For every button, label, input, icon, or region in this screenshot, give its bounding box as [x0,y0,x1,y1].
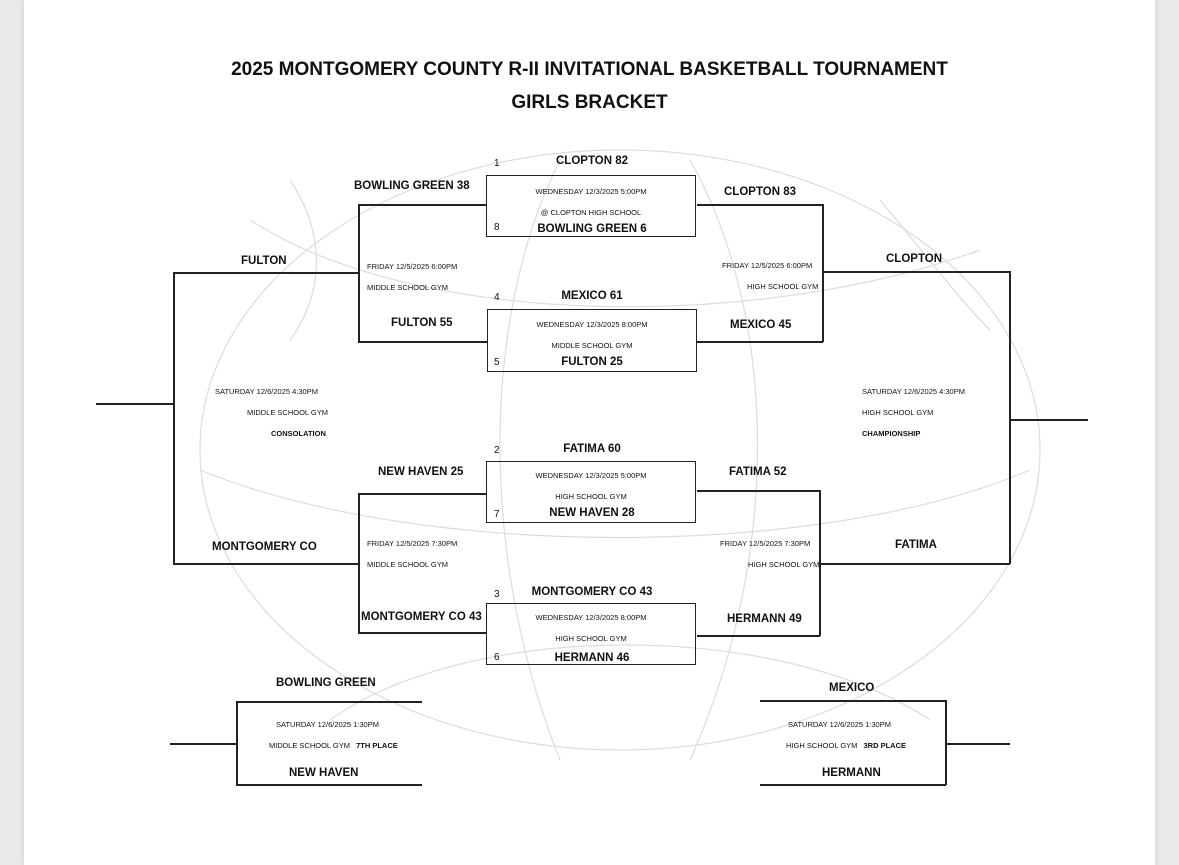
game-schedule: WEDNESDAY 12/3/2025 5:00PM [535,471,647,480]
team-name: FATIMA 52 [729,466,787,478]
seed-label: 1 [494,158,500,169]
team-name: FULTON 55 [391,317,453,329]
bracket-line [173,272,359,274]
team-name: NEW HAVEN 25 [378,466,464,478]
game-schedule: SATURDAY 12/6/2025 4:30PM [215,387,318,396]
team-name: NEW HAVEN [289,767,359,779]
team-name: HERMANN [822,767,881,779]
team-name: NEW HAVEN 28 [549,507,635,519]
round-label: CHAMPIONSHIP [862,429,921,438]
game-venue: HIGH SCHOOL GYM [747,282,819,291]
page-title: 2025 MONTGOMERY COUNTY R-II INVITATIONAL BASKETBALL TOURNAMENT [231,59,948,80]
bracket-line [820,563,1010,565]
bracket-line [760,784,946,786]
bracket-line [173,563,359,565]
bracket-line [822,271,1010,273]
team-name: CLOPTON 83 [724,186,796,198]
bracket-line [358,204,486,206]
page-subtitle: GIRLS BRACKET [511,92,668,113]
team-name: CLOPTON 82 [556,155,628,167]
bracket-line [358,493,486,495]
game-venue: HIGH SCHOOL GYM [786,741,858,750]
bracket-line [358,341,487,343]
team-name: MONTGOMERY CO 43 [361,611,482,623]
game-schedule: SATURDAY 12/6/2025 1:30PM [276,720,379,729]
game-venue-line [269,741,398,750]
seed-label: 7 [494,509,500,520]
game-venue: @ CLOPTON HIGH SCHOOL [540,208,642,217]
bracket-line [1009,419,1088,421]
game-venue: HIGH SCHOOL GYM [555,634,627,643]
game-schedule: SATURDAY 12/6/2025 1:30PM [788,720,891,729]
bracket-line [236,701,422,703]
bracket-line [170,743,237,745]
team-name: FATIMA 60 [563,443,621,455]
bracket-line [697,341,823,343]
seed-label: 6 [494,652,500,663]
team-name: MONTGOMERY CO 43 [531,586,653,598]
seed-label: 2 [494,445,500,456]
game-schedule: WEDNESDAY 12/3/2025 8:00PM [536,320,648,329]
team-name: HERMANN 49 [727,613,802,625]
game-venue: MIDDLE SCHOOL GYM [367,283,448,292]
round-label: 7TH PLACE [356,741,398,750]
bracket-line [358,632,486,634]
bracket-line [96,403,174,405]
game-schedule: WEDNESDAY 12/3/2025 5:00PM [535,187,647,196]
game-venue: MIDDLE SCHOOL GYM [247,408,328,417]
seed-label: 4 [494,292,500,303]
team-name: FULTON [241,255,287,267]
seed-label: 5 [494,357,500,368]
game-venue: MIDDLE SCHOOL GYM [269,741,350,750]
team-name: FATIMA [895,539,937,551]
game-schedule: FRIDAY 12/5/2025 7:30PM [367,539,458,548]
team-name: FULTON 25 [561,356,623,368]
team-name: MEXICO 61 [561,290,623,302]
team-name: MEXICO 45 [730,319,792,331]
game-venue: HIGH SCHOOL GYM [748,560,820,569]
round-label: CONSOLATION [271,429,326,438]
bracket-line [822,204,824,342]
bracket-line [697,490,820,492]
bracket-line [236,784,422,786]
bracket-line [697,635,820,637]
game-venue: HIGH SCHOOL GYM [555,492,627,501]
game-schedule: FRIDAY 12/5/2025 7:30PM [720,539,811,548]
bracket-line [173,272,175,564]
team-name: MEXICO [829,682,875,694]
game-schedule: SATURDAY 12/6/2025 4:30PM [862,387,965,396]
bracket-line [945,743,1010,745]
game-venue: MIDDLE SCHOOL GYM [551,341,633,350]
round-label: 3RD PLACE [863,741,907,750]
seed-label: 3 [494,589,500,600]
game-schedule: WEDNESDAY 12/3/2025 8:00PM [535,613,647,622]
team-name: CLOPTON [886,253,943,265]
team-name: BOWLING GREEN 38 [354,180,470,192]
game-venue-line [786,741,906,750]
game-schedule: FRIDAY 12/5/2025 6:00PM [722,261,813,270]
team-name: HERMANN 46 [554,652,630,664]
game-venue: HIGH SCHOOL GYM [862,408,934,417]
team-name: BOWLING GREEN [276,677,376,689]
seed-label: 8 [494,222,500,233]
game-schedule: FRIDAY 12/5/2025 6:00PM [367,262,458,271]
game-venue: MIDDLE SCHOOL GYM [367,560,448,569]
bracket-line [697,204,823,206]
bracket-line [1009,271,1011,564]
team-name: MONTGOMERY CO [212,541,317,553]
team-name: BOWLING GREEN 6 [537,223,647,235]
bracket-line [760,700,946,702]
